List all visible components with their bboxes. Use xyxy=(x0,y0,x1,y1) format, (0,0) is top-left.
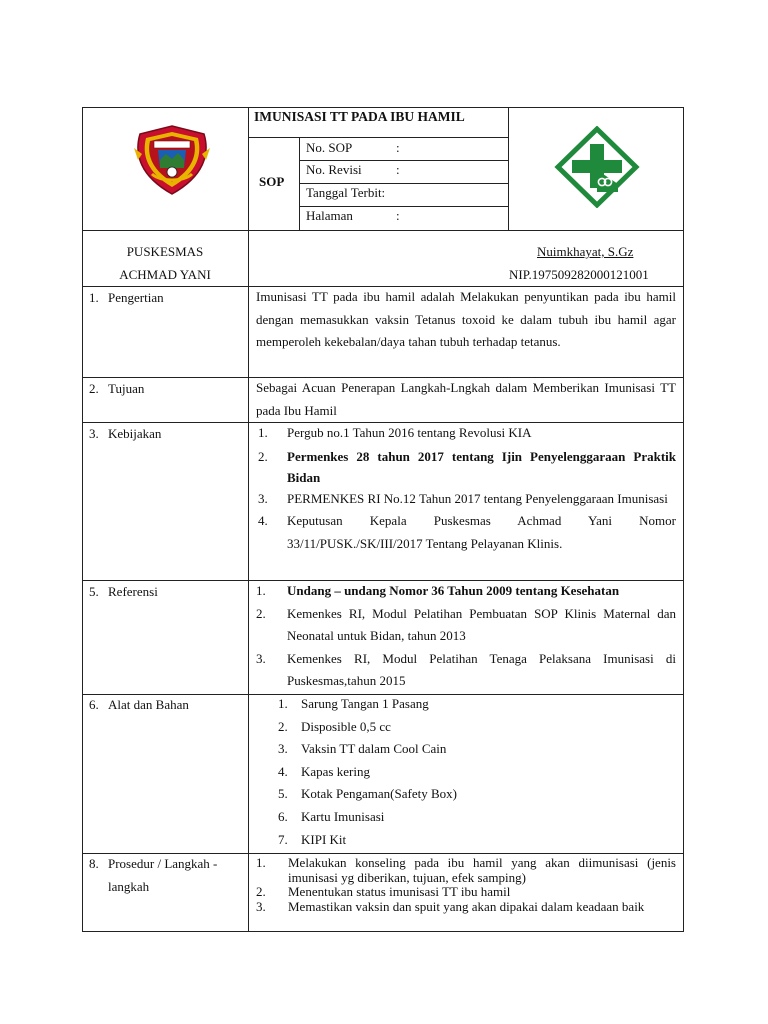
list-item xyxy=(278,761,678,784)
list-item-number: 1. xyxy=(256,855,266,870)
list-item-number: 5. xyxy=(278,786,288,802)
field-label-no-sop: No. SOP xyxy=(306,140,353,155)
section-number: 5. xyxy=(89,584,99,599)
list-item xyxy=(278,716,678,739)
list-item xyxy=(256,856,676,885)
pengertian-text: Imunisasi TT pada ibu hamil adalah Melakukan penyuntikan pada ibu hamil dengan memasukkan vaksin Tetanus toxoid ke dalam tubuh ibu hamil agar memperoleh kekebalan/daya tahan tubuh terhadap tetanus. xyxy=(256,289,676,349)
signer-nip: NIP.197509282000121001 xyxy=(509,267,649,282)
table-border-bottom xyxy=(82,931,684,932)
list-item xyxy=(278,693,678,716)
section-number: 1. xyxy=(89,290,99,305)
section-label-pengertian: Pengertian xyxy=(108,290,164,305)
title-row-line xyxy=(248,137,509,138)
list-item-text: Kapas kering xyxy=(301,763,370,779)
list-item xyxy=(258,422,676,445)
field-line-1 xyxy=(299,160,509,161)
section-number: 6. xyxy=(89,697,99,712)
list-item xyxy=(278,806,678,829)
alat-list xyxy=(278,693,678,851)
list-item xyxy=(278,783,678,806)
list-item-number: 6. xyxy=(278,808,288,824)
regional-emblem-icon xyxy=(130,124,214,196)
prosedur-list xyxy=(256,856,676,914)
kebijakan-list xyxy=(258,422,676,555)
list-item-text: Kartu Imunisasi xyxy=(301,808,385,824)
field-label-halaman: Halaman xyxy=(306,208,353,223)
tujuan-text: Sebagai Acuan Penerapan Langkah-Lngkah dalam Memberikan Imunisasi TT pada Ibu Hamil xyxy=(256,380,676,418)
list-item-number: 4. xyxy=(278,763,288,779)
list-item xyxy=(256,885,676,900)
list-item-text: PERMENKES RI No.12 Tahun 2017 tentang Penyelenggaraan Imunisasi xyxy=(287,490,668,506)
list-item-text: Kemenkes RI, Modul Pelatihan Tenaga Pelaksana Imunisasi di Puskesmas,tahun 2015 xyxy=(287,650,676,688)
list-item-text: Kemenkes RI, Modul Pelatihan Pembuatan SOP Klinis Maternal dan Neonatal untuk Bidan, tahun 2013 xyxy=(287,605,676,643)
list-item-text: Undang – undang Nomor 36 Tahun 2009 tentang Kesehatan xyxy=(287,583,620,598)
list-item xyxy=(256,900,676,915)
section-number: 2. xyxy=(89,381,99,396)
sop-label: SOP xyxy=(259,174,285,189)
list-item xyxy=(256,580,676,603)
org-name-line1: PUSKESMAS xyxy=(126,244,204,259)
list-item-number: 3. xyxy=(258,490,268,506)
list-item xyxy=(256,603,676,648)
org-name-line2: ACHMAD YANI xyxy=(119,267,211,282)
list-item-text: Vaksin TT dalam Cool Cain xyxy=(301,741,447,757)
section-label-tujuan: Tujuan xyxy=(108,381,145,396)
field-line-2 xyxy=(299,183,509,184)
list-item xyxy=(258,446,676,488)
list-item-number: 2. xyxy=(256,884,266,900)
list-item-text: Permenkes 28 tahun 2017 tentang Ijin Penyelenggaraan Praktik Bidan xyxy=(287,448,676,485)
list-item-number: 3. xyxy=(256,650,266,666)
list-item xyxy=(278,829,678,852)
list-item-text: Menentukan status imunisasi TT ibu hamil xyxy=(288,884,511,900)
header-divider-right xyxy=(508,107,509,230)
puskesmas-logo-icon xyxy=(554,126,640,208)
header-bottom-line xyxy=(82,230,684,231)
row-line-6 xyxy=(82,853,684,854)
list-item xyxy=(256,648,676,693)
list-item-number: 7. xyxy=(278,831,288,847)
field-line-3 xyxy=(299,206,509,207)
signer-name: Nuimkhayat, S.Gz xyxy=(537,244,634,259)
field-label-no-revisi: No. Revisi xyxy=(306,162,362,177)
field-colon-1: : xyxy=(396,140,400,155)
section-label-kebijakan: Kebijakan xyxy=(108,426,162,441)
list-item-number: 2. xyxy=(256,605,266,621)
list-item xyxy=(258,488,676,511)
list-item-number: 1. xyxy=(256,583,266,598)
list-item-number: 4. xyxy=(258,513,268,528)
list-item-number: 3. xyxy=(256,898,266,914)
list-item-text: KIPI Kit xyxy=(301,831,347,847)
list-item-text: Keputusan Kepala Puskesmas Achmad Yani Nomor 33/11/PUSK./SK/III/2017 Tentang Pelayanan Klinis. xyxy=(287,513,676,551)
referensi-list xyxy=(256,580,676,693)
section-label-prosedur-line2: langkah xyxy=(108,879,150,894)
list-item-number: 2. xyxy=(258,448,268,464)
field-colon-4: : xyxy=(396,208,400,223)
field-colon-2: : xyxy=(396,162,400,177)
document-title: IMUNISASI TT PADA IBU HAMIL xyxy=(254,109,465,124)
list-item-text: Sarung Tangan 1 Pasang xyxy=(301,696,429,711)
section-label-alat-dan-bahan: Alat dan Bahan xyxy=(108,697,189,712)
list-item-text: Kotak Pengaman(Safety Box) xyxy=(301,786,457,802)
list-item-text: Disposible 0,5 cc xyxy=(301,718,391,734)
section-label-referensi: Referensi xyxy=(108,584,158,599)
list-item-text: Memastikan vaksin dan spuit yang akan dipakai dalam keadaan baik xyxy=(288,898,645,914)
field-label-tanggal-terbit: Tanggal Terbit: xyxy=(306,185,386,200)
list-item xyxy=(278,738,678,761)
section-number: 8. xyxy=(89,856,99,871)
section-label-prosedur: Prosedur / Langkah - xyxy=(108,856,218,871)
list-item-text: Pergub no.1 Tahun 2016 tentang Revolusi KIA xyxy=(287,425,532,440)
table-border-top xyxy=(82,107,684,108)
list-item-number: 3. xyxy=(278,741,288,757)
section-number: 3. xyxy=(89,426,99,441)
list-item-number: 1. xyxy=(258,425,268,440)
list-item xyxy=(258,510,676,555)
list-item-number: 2. xyxy=(278,718,288,734)
list-item-number: 1. xyxy=(278,696,288,711)
list-item-text: Melakukan konseling pada ibu hamil yang akan diimunisasi (jenis imunisasi yg diberikan, tujuan, efek samping) xyxy=(288,855,676,885)
